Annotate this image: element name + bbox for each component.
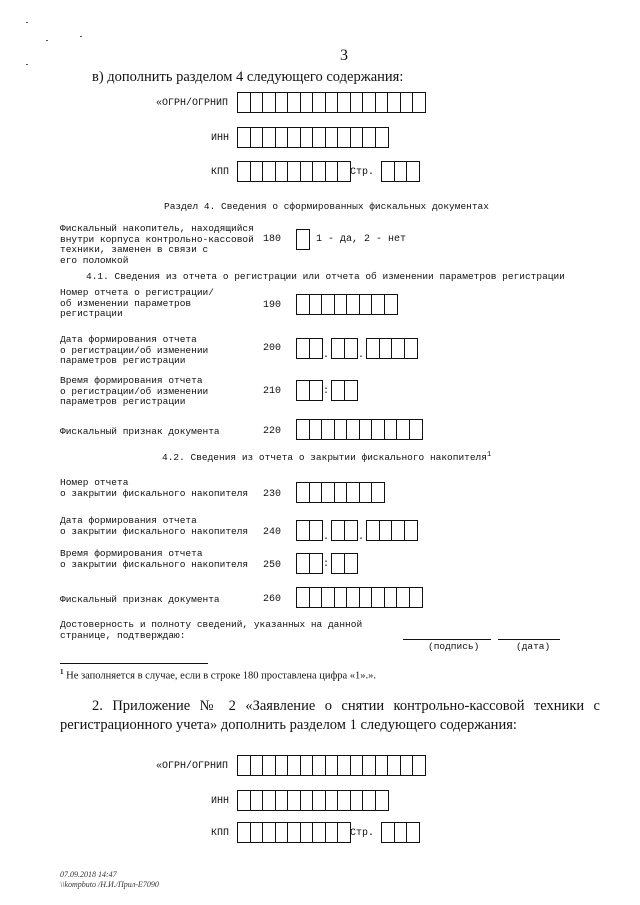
- r220-boxes[interactable]: [296, 419, 421, 440]
- r250-code: 250: [263, 560, 282, 571]
- r190-code: 190: [263, 300, 282, 311]
- page-field-boxes-2[interactable]: [381, 822, 419, 843]
- r260-boxes[interactable]: [296, 587, 421, 608]
- ogrn-label: «ОГРН/ОГРНИП: [156, 98, 229, 109]
- footnote-rule: [60, 663, 208, 664]
- part2-line2: регистрационного учета» дополнить разделом 1 следующего содержания:: [60, 717, 517, 733]
- confirmation-text: Достоверность и полноту сведений, указанных на данной странице, подтверждаю:: [60, 619, 363, 641]
- r240-code: 240: [263, 527, 282, 538]
- r240-year-boxes[interactable]: [366, 520, 416, 541]
- print-stamp: 07.09.2018 14:47 \\kompbuto /Н.И./Прил-Е7090: [60, 870, 159, 889]
- inn-boxes[interactable]: [237, 127, 387, 148]
- kpp-label: КПП: [211, 167, 230, 178]
- r250-hour-boxes[interactable]: [296, 553, 321, 574]
- fn-label: Фискальный накопитель, находящийся внутри корпуса контрольно-кассовой техники, заменен в связи с его поломкой: [60, 223, 254, 266]
- fn-hint: 1 - да, 2 - нет: [316, 234, 407, 245]
- r190-boxes[interactable]: [296, 294, 396, 315]
- r240-date-sep-2: .: [358, 532, 365, 543]
- r210-code: 210: [263, 386, 282, 397]
- r220-label: Фискальный признак документа: [60, 426, 220, 437]
- scan-speck: [46, 40, 48, 41]
- r210-label: Время формирования отчета о регистрации/об изменении параметров регистрации: [60, 375, 209, 407]
- r210-time-sep: :: [323, 386, 330, 397]
- fn-box[interactable]: [296, 229, 309, 250]
- signature-line[interactable]: [403, 639, 491, 640]
- page-field-label: Стр.: [350, 167, 375, 178]
- r260-label: Фискальный признак документа: [60, 594, 220, 605]
- part2-line1: 2. Приложение № 2 «Заявление о снятии контрольно-кассовой техники с: [92, 698, 600, 714]
- r250-time-sep: :: [323, 559, 330, 570]
- ogrn-boxes[interactable]: [237, 92, 425, 113]
- scan-speck: [26, 64, 28, 65]
- r200-code: 200: [263, 343, 282, 354]
- scan-speck: [26, 22, 28, 23]
- page-field-boxes[interactable]: [381, 161, 419, 182]
- section-heading: в) дополнить разделом 4 следующего содержания:: [92, 69, 404, 85]
- section4-title: Раздел 4. Сведения о сформированных фискальных документах: [164, 201, 489, 212]
- r210-minute-boxes[interactable]: [331, 380, 356, 401]
- r190-label: Номер отчета о регистрации/ об изменении параметров регистрации: [60, 287, 214, 319]
- date-caption: (дата): [516, 641, 551, 652]
- inn-boxes-2[interactable]: [237, 790, 387, 811]
- signature-caption: (подпись): [428, 641, 480, 652]
- kpp-boxes-2[interactable]: [237, 822, 350, 843]
- r230-code: 230: [263, 489, 282, 500]
- date-line[interactable]: [498, 639, 560, 640]
- ogrn-label-2: «ОГРН/ОГРНИП: [156, 761, 229, 772]
- footnote: $^1$ Не заполняется в случае, если в строке 180 проставлена цифра «1».».: [60, 668, 377, 682]
- r240-label: Дата формирования отчета о закрытии фискального накопителя: [60, 515, 249, 537]
- r200-label: Дата формирования отчета о регистрации/об изменении параметров регистрации: [60, 334, 209, 366]
- subsection-4-2-title: 4.2. Сведения из отчета о закрытии фискального накопителя$^1$: [162, 451, 492, 464]
- kpp-label-2: КПП: [211, 828, 230, 839]
- r200-day-boxes[interactable]: [296, 338, 321, 359]
- r230-label: Номер отчета о закрытии фискального накопителя: [60, 477, 249, 499]
- r250-label: Время формирования отчета о закрытии фискального накопителя: [60, 548, 249, 570]
- r200-month-boxes[interactable]: [331, 338, 356, 359]
- r220-code: 220: [263, 426, 282, 437]
- r210-hour-boxes[interactable]: [296, 380, 321, 401]
- r230-boxes[interactable]: [296, 482, 384, 503]
- ogrn-boxes-2[interactable]: [237, 755, 425, 776]
- r250-minute-boxes[interactable]: [331, 553, 356, 574]
- scan-speck: [80, 36, 82, 37]
- r240-month-boxes[interactable]: [331, 520, 356, 541]
- r260-code: 260: [263, 594, 282, 605]
- inn-label: ИНН: [211, 133, 230, 144]
- r240-date-sep-1: .: [323, 532, 330, 543]
- inn-label-2: ИНН: [211, 796, 230, 807]
- page-number: 3: [340, 47, 348, 64]
- r200-date-sep-1: .: [323, 350, 330, 361]
- page-field-label-2: Стр.: [350, 828, 375, 839]
- kpp-boxes[interactable]: [237, 161, 350, 182]
- r240-day-boxes[interactable]: [296, 520, 321, 541]
- fn-code: 180: [263, 234, 282, 245]
- r200-date-sep-2: .: [358, 350, 365, 361]
- subsection-4-1-title: 4.1. Сведения из отчета о регистрации или отчета об изменении параметров регистрации: [86, 271, 565, 282]
- r200-year-boxes[interactable]: [366, 338, 416, 359]
